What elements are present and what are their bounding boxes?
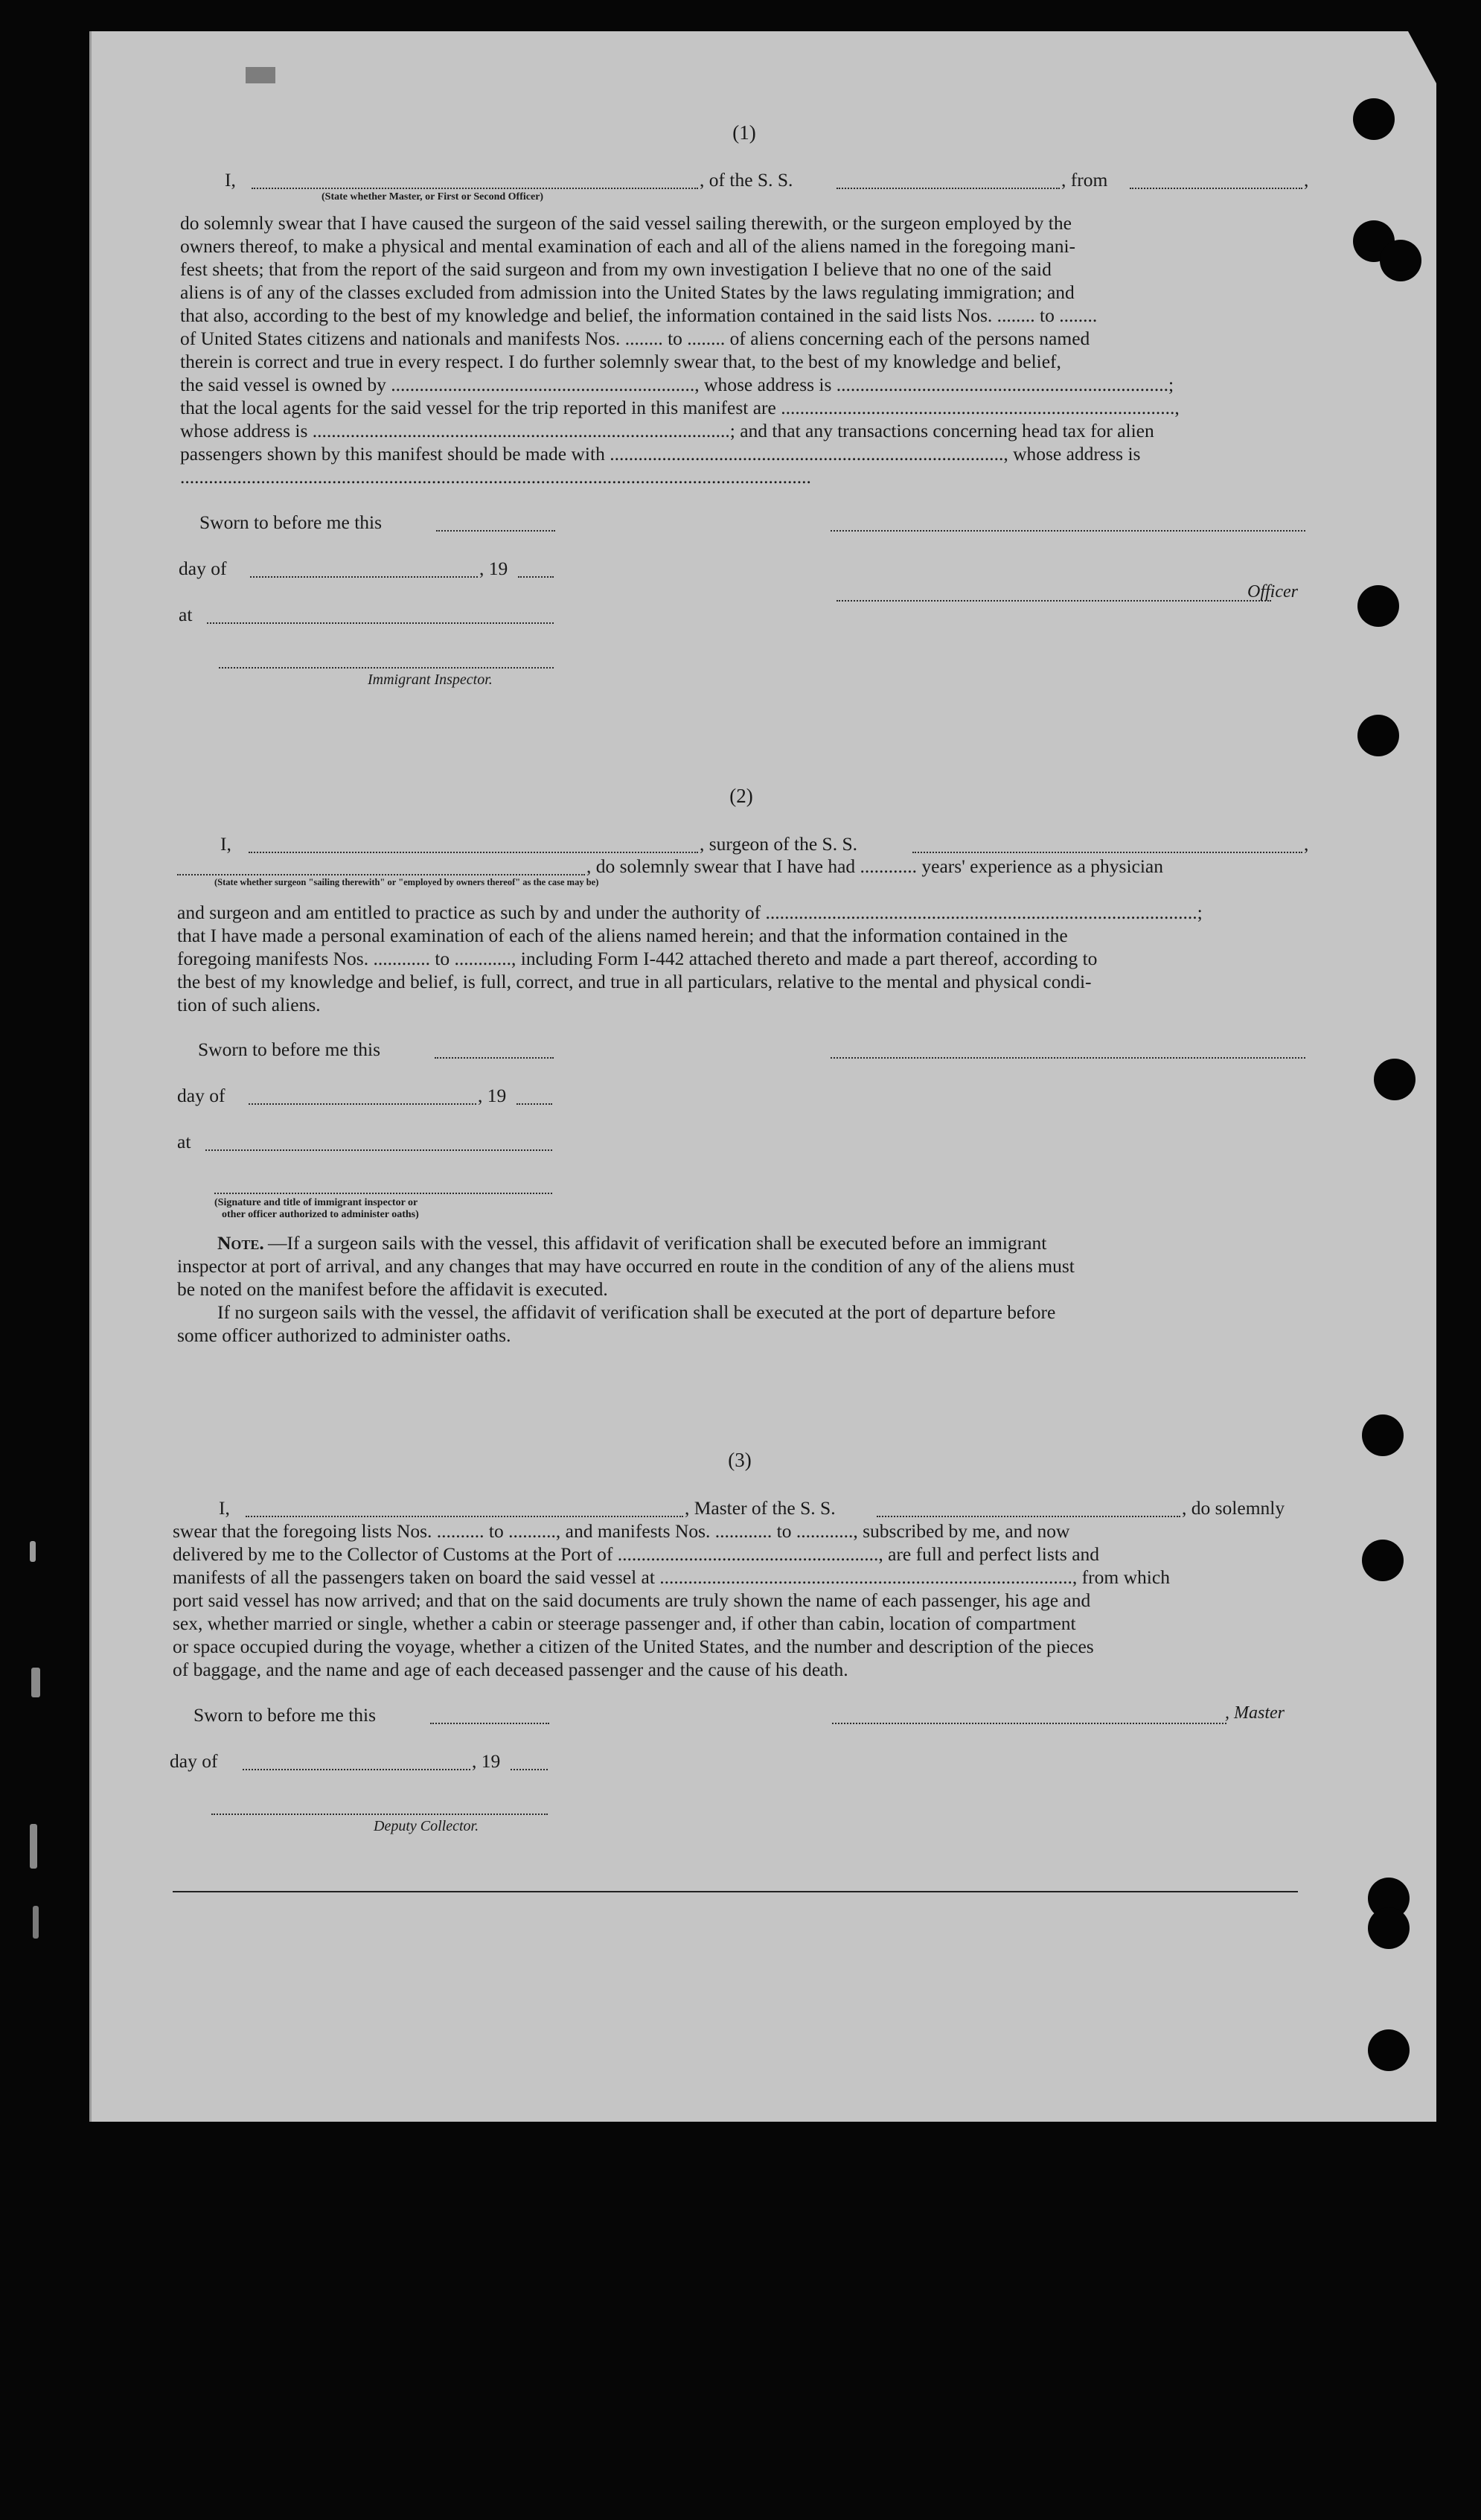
s2-year-label: , 19 [478, 1085, 507, 1106]
s1-at-field[interactable] [207, 622, 554, 624]
s3-sworn-label: Sworn to before me this [193, 1704, 377, 1726]
s1-line: that also, according to the best of my knowledge and belief, the information contained in the said lists Nos. ........ to ........ [180, 304, 1098, 326]
s1-at-label: at [179, 604, 193, 625]
punch-hole [1368, 1907, 1410, 1949]
punch-hole [1380, 240, 1421, 281]
binding-mark [30, 1541, 36, 1562]
punch-hole [1362, 1414, 1404, 1456]
s2-at-field[interactable] [205, 1149, 552, 1151]
s2-note-label: Note. [217, 1232, 264, 1254]
s2-line: tion of such aliens. [177, 994, 321, 1015]
s1-sworn-label: Sworn to before me this [199, 511, 383, 533]
s2-day-label: day of [177, 1085, 225, 1106]
s2-at-label: at [177, 1131, 191, 1152]
s1-line: aliens is of any of the classes excluded from admission into the United States by the laws regulating immigration; and [180, 281, 1075, 303]
punch-hole [1362, 1540, 1404, 1581]
s2-day-field[interactable] [249, 1103, 476, 1105]
s3-master-label: , Master of the S. S. [685, 1497, 836, 1519]
s2-signature-hint-2: other officer authorized to administer oaths) [222, 1209, 419, 1220]
s3-line: swear that the foregoing lists Nos. .......... to .........., and manifests Nos. ............ to ............, subscribed by me, and now [173, 1520, 1070, 1542]
s2-surgeon-name-field[interactable] [249, 852, 698, 853]
s1-from-field[interactable] [1130, 188, 1302, 189]
s3-line: sex, whether married or single, whether a cabin or steerage passenger and, if other than cabin, location of compartment [173, 1613, 1076, 1634]
s3-day-field[interactable] [243, 1769, 470, 1770]
punch-hole [1357, 585, 1399, 627]
s2-line: foregoing manifests Nos. ............ to ............, including Form I-442 attached thereto and made a part thereof, according to [177, 948, 1098, 969]
s3-line: port said vessel has now arrived; and that on the said documents are truly shown the name of each passenger, his age and [173, 1589, 1091, 1611]
s3-day-label: day of [170, 1750, 218, 1772]
s1-line: do solemnly swear that I have caused the surgeon of the said vessel sailing therewith, or the surgeon employed by the [180, 212, 1072, 234]
s1-line: ..................................................................................................................................... [180, 466, 811, 488]
page-corner-cut [1408, 31, 1436, 83]
s1-line: passengers shown by this manifest should be made with ..................................................................................., whose address is [180, 443, 1141, 465]
page-number-mark [246, 67, 275, 83]
s1-line: therein is correct and true in every respect. I do further solemnly swear that, to the best of my knowledge and belief, [180, 351, 1061, 372]
s1-from-label: , from [1061, 169, 1108, 191]
s3-line: delivered by me to the Collector of Customs at the Port of ......................................................., are full and perfect lists and [173, 1543, 1100, 1565]
s3-master-signature-field[interactable] [832, 1723, 1226, 1724]
s2-note-line: If no surgeon sails with the vessel, the affidavit of verification shall be executed at the port of departure before [217, 1301, 1056, 1323]
section-1-number: (1) [732, 121, 756, 144]
s3-collector-signature-field[interactable] [211, 1814, 548, 1815]
s2-sworn-label: Sworn to before me this [198, 1039, 381, 1060]
s1-inspector-signature-field[interactable] [219, 667, 554, 669]
s1-year-label: , 19 [479, 558, 508, 579]
s1-year-field[interactable] [518, 576, 554, 578]
s2-i-label: I, [220, 833, 231, 855]
s1-line: whose address is ........................................................................................; and that any transactions concerning head tax for alien [180, 420, 1154, 441]
s1-sworn-date-field[interactable] [436, 530, 555, 532]
s1-line: of United States citizens and nationals and manifests Nos. ........ to ........ of aliens concerning each of the persons named [180, 328, 1090, 349]
s2-year-field[interactable] [516, 1103, 552, 1105]
s1-vessel-label: , of the S. S. [700, 169, 793, 191]
s1-inspector-caption: Immigrant Inspector. [368, 672, 493, 688]
s2-note-line: inspector at port of arrival, and any changes that may have occurred en route in the condition of any of the aliens must [177, 1255, 1075, 1277]
binding-mark [31, 1668, 40, 1697]
section-2-number: (2) [729, 785, 753, 807]
s2-inspector-signature-field[interactable] [214, 1193, 552, 1194]
s2-note-line: some officer authorized to administer oaths. [177, 1324, 511, 1346]
s1-officer-name-field[interactable] [252, 188, 698, 189]
s3-line: of baggage, and the name and age of each deceased passenger and the cause of his death. [173, 1659, 848, 1680]
section-3-number: (3) [728, 1449, 752, 1471]
s2-line: that I have made a personal examination of each of the aliens named herein; and that the information contained in the [177, 925, 1068, 946]
binding-mark [33, 1906, 39, 1939]
s2-comma: , [1304, 833, 1309, 855]
s1-signature-field[interactable] [831, 530, 1305, 532]
s1-line: fest sheets; that from the report of the said surgeon and from my own investigation I believe that no one of the said [180, 258, 1052, 280]
s3-year-label: , 19 [472, 1750, 501, 1772]
s3-line: or space occupied during the voyage, whether a citizen of the United States, and the number and description of the pieces [173, 1636, 1094, 1657]
s1-officer-signature-field[interactable] [837, 600, 1271, 602]
punch-hole [1374, 1059, 1416, 1100]
s1-comma: , [1304, 169, 1309, 191]
s2-surgeon-status-field[interactable] [177, 874, 585, 875]
s3-vessel-field[interactable] [877, 1516, 1180, 1517]
s1-line: that the local agents for the said vessel for the trip reported in this manifest are ..................................................................................., [180, 397, 1180, 418]
s1-day-field[interactable] [250, 576, 478, 578]
s1-day-label: day of [179, 558, 227, 579]
s3-collector-caption: Deputy Collector. [374, 1818, 479, 1834]
s3-line: manifests of all the passengers taken on board the said vessel at ......................................................................................., from which [173, 1566, 1170, 1588]
punch-hole [1357, 715, 1399, 756]
s2-line: and surgeon and am entitled to practice as such by and under the authority of ...........................................................................................; [177, 902, 1203, 923]
s2-vessel-field[interactable] [912, 852, 1302, 853]
s2-surgeon-hint: (State whether surgeon "sailing therewith" or "employed by owners thereof" as the case may be) [214, 877, 599, 887]
s3-sworn-date-field[interactable] [430, 1723, 549, 1724]
s3-solemnly-label: , do solemnly [1182, 1497, 1285, 1519]
s3-year-field[interactable] [511, 1769, 548, 1770]
s2-line: the best of my knowledge and belief, is full, correct, and true in all particulars, relative to the mental and physical condi- [177, 971, 1092, 992]
s1-officer-hint: (State whether Master, or First or Second Officer) [322, 191, 544, 202]
s1-i-label: I, [225, 169, 236, 191]
s2-signature-field[interactable] [831, 1057, 1305, 1059]
s3-master-name-field[interactable] [246, 1516, 683, 1517]
s1-line: owners thereof, to make a physical and mental examination of each and all of the aliens named in the foregoing mani- [180, 235, 1076, 257]
s2-note-line: be noted on the manifest before the affidavit is executed. [177, 1278, 608, 1300]
s2-line2: , do solemnly swear that I have had ............ years' experience as a physician [586, 855, 1163, 877]
s2-sworn-date-field[interactable] [435, 1057, 554, 1059]
s1-vessel-field[interactable] [837, 188, 1060, 189]
s2-signature-hint-1: (Signature and title of immigrant inspector or [214, 1197, 418, 1208]
page-bottom-rule [173, 1891, 1298, 1892]
s3-master-title: , Master [1225, 1703, 1285, 1723]
binding-mark [30, 1824, 37, 1869]
s1-officer-title: Officer [1247, 582, 1298, 602]
s1-line: the said vessel is owned by ................................................................, whose address is ......................................................................; [180, 374, 1174, 395]
punch-hole [1368, 2029, 1410, 2071]
s2-surgeon-label: , surgeon of the S. S. [700, 833, 858, 855]
s2-note-line: —If a surgeon sails with the vessel, this affidavit of verification shall be executed before an immigrant [268, 1232, 1047, 1254]
punch-hole [1353, 98, 1395, 140]
s3-i-label: I, [219, 1497, 230, 1519]
